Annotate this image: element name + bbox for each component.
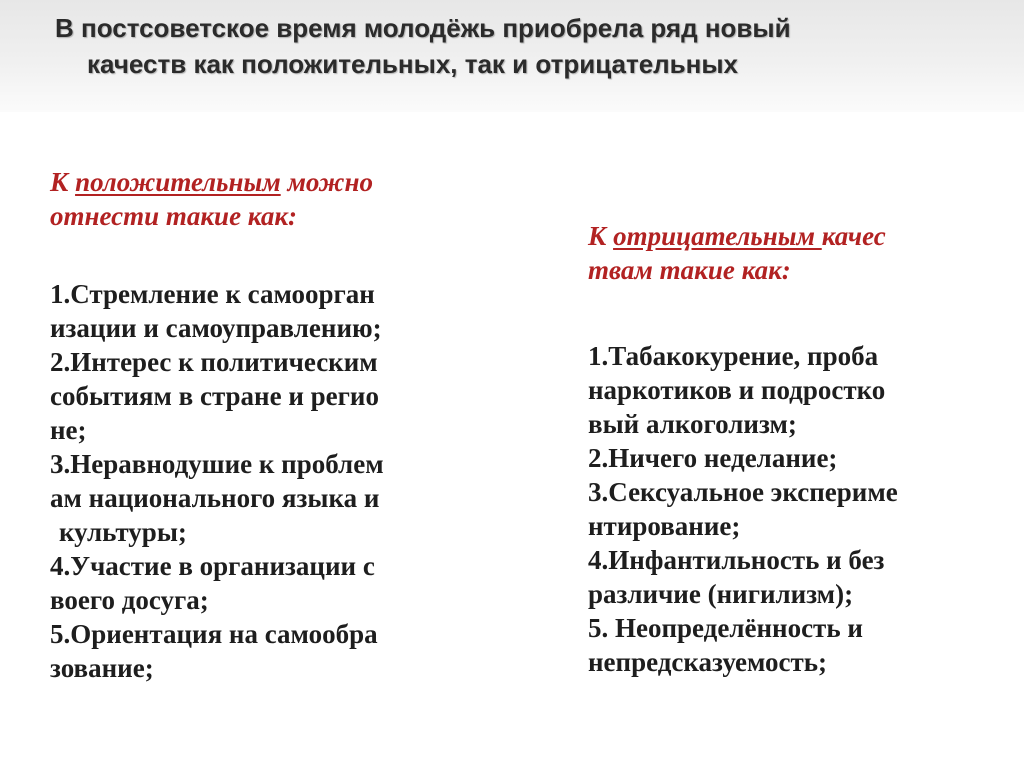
list-item [50, 617, 510, 685]
list-item [588, 441, 1008, 475]
negative-qualities-column [588, 219, 1008, 679]
positive-heading-suffix: можно [280, 167, 373, 197]
positive-heading-line-1 [50, 165, 510, 199]
list-item-line: событиям в стране и регио [50, 381, 379, 411]
title-line-1: В постсоветское время молодёжь приобрела ряд новый [55, 13, 791, 43]
negative-heading-suffix: качес [821, 221, 886, 251]
list-item [50, 549, 510, 617]
list-item-line: 2.Ничего неделание; [588, 443, 838, 473]
list-item-line: 3.Неравнодушие к проблем [50, 449, 384, 479]
list-item-line: 3.Сексуальное экспериме [588, 477, 898, 507]
list-item-line: различие (нигилизм); [588, 579, 854, 609]
list-item-line: культуры; [59, 517, 187, 547]
list-item-line: изации и самоуправлению; [50, 313, 382, 343]
list-item-line: непредсказуемость; [588, 647, 828, 677]
list-item-line: 1.Табакокурение, проба [588, 341, 879, 371]
positive-heading-prefix: К [50, 167, 76, 197]
list-item [588, 339, 1008, 441]
list-item-line: нтирование; [588, 511, 741, 541]
list-item [588, 543, 1008, 611]
list-item-line: 4.Участие в организации с [50, 551, 375, 581]
list-item-line: 2.Интерес к политическим [50, 347, 378, 377]
list-item-line: ам национального языка и [50, 483, 380, 513]
list-item-line: зование; [50, 653, 154, 683]
list-item [50, 345, 510, 447]
negative-heading-underlined: отрицательным [613, 221, 822, 251]
list-item-line: наркотиков и подростко [588, 375, 886, 405]
title-line-2: качеств как положительных, так и отрицательных [87, 49, 739, 79]
list-item-line: не; [50, 415, 87, 445]
slide-title [55, 10, 975, 82]
positive-heading-underlined: положительным [75, 167, 281, 197]
positive-qualities-column [50, 165, 510, 685]
list-item-line: 5. Неопределённость и [588, 613, 863, 643]
negative-heading-line-2: твам такие как: [588, 255, 791, 285]
positive-heading [50, 165, 510, 233]
list-item [50, 277, 510, 345]
positive-list [50, 277, 510, 685]
list-item-line: 1.Стремление к самоорган [50, 279, 375, 309]
negative-list [588, 339, 1008, 679]
positive-heading-line-2: отнести такие как: [50, 201, 297, 231]
negative-heading-prefix: К [588, 221, 614, 251]
list-item-line: воего досуга; [50, 585, 209, 615]
list-item-line: 4.Инфантильность и без [588, 545, 885, 575]
list-item [50, 447, 510, 549]
list-item-line: вый алкоголизм; [588, 409, 797, 439]
negative-heading-line-1 [588, 219, 1008, 253]
negative-heading [588, 219, 1008, 287]
list-item-line: 5.Ориентация на самообра [50, 619, 378, 649]
list-item [588, 475, 1008, 543]
list-item [588, 611, 1008, 679]
